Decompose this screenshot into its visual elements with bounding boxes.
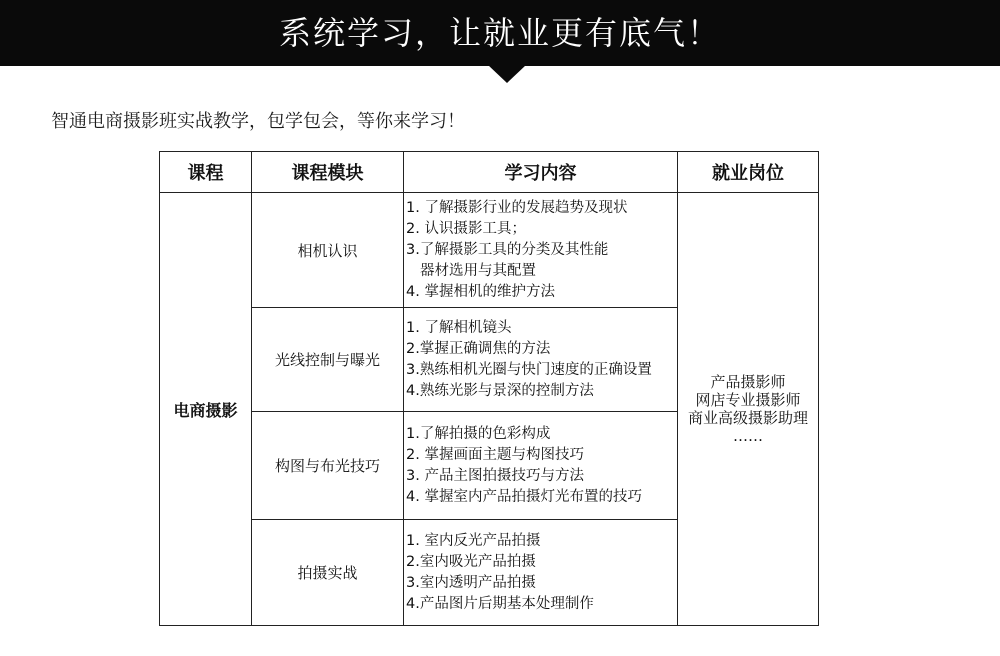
module-name: 构图与布光技巧: [252, 412, 404, 520]
intro-text: 智通电商摄影班实战教学，包学包会，等你来学习！: [51, 111, 465, 132]
content-item: 2.掌握正确调焦的方法: [406, 340, 551, 357]
content-item: 2.室内吸光产品拍摄: [406, 553, 536, 570]
job-item: 网店专业摄影师: [695, 391, 801, 409]
job-item: 产品摄影师: [710, 373, 786, 391]
course-table: [159, 151, 819, 626]
content-item: 2. 认识摄影工具；: [406, 220, 526, 237]
header-course: 课程: [160, 152, 252, 193]
module-name: 相机认识: [252, 193, 404, 308]
content-item: 3.了解摄影工具的分类及其性能: [406, 241, 609, 258]
content-item: 1. 室内反光产品拍摄: [406, 532, 541, 549]
content-item: 4. 掌握相机的维护方法: [406, 283, 555, 300]
content-item: 3.熟练相机光圈与快门速度的正确设置: [406, 361, 652, 378]
course-name: 电商摄影: [160, 193, 252, 626]
module-content: [404, 412, 678, 520]
job-positions: [678, 193, 819, 626]
content-item: 4.熟练光影与景深的控制方法: [406, 382, 594, 399]
content-item: 2. 掌握画面主题与构图技巧: [406, 446, 584, 463]
module-name: 拍摄实战: [252, 520, 404, 626]
header-jobs: 就业岗位: [678, 152, 819, 193]
module-content: [404, 193, 678, 308]
content-item: 器材选用与其配置: [420, 262, 536, 279]
content-item: 4.产品图片后期基本处理制作: [406, 595, 594, 612]
job-item: ……: [733, 427, 763, 445]
module-content: [404, 520, 678, 626]
content-item: 3. 产品主图拍摄技巧与方法: [406, 467, 584, 484]
table-row: [160, 193, 819, 308]
content-item: 1. 了解相机镜头: [406, 319, 512, 336]
table-header-row: [160, 152, 819, 193]
module-content: [404, 308, 678, 412]
content-item: 4. 掌握室内产品拍摄灯光布置的技巧: [406, 488, 642, 505]
module-name: 光线控制与曝光: [252, 308, 404, 412]
header-content: 学习内容: [404, 152, 678, 193]
banner-pointer: [488, 65, 526, 83]
banner-title: 系统学习，让就业更有底气！: [278, 14, 721, 52]
content-item: 1.了解拍摄的色彩构成: [406, 425, 551, 442]
content-item: 1. 了解摄影行业的发展趋势及现状: [406, 199, 628, 216]
header-module: 课程模块: [252, 152, 404, 193]
content-item: 3.室内透明产品拍摄: [406, 574, 536, 591]
job-item: 商业高级摄影助理: [687, 409, 808, 427]
